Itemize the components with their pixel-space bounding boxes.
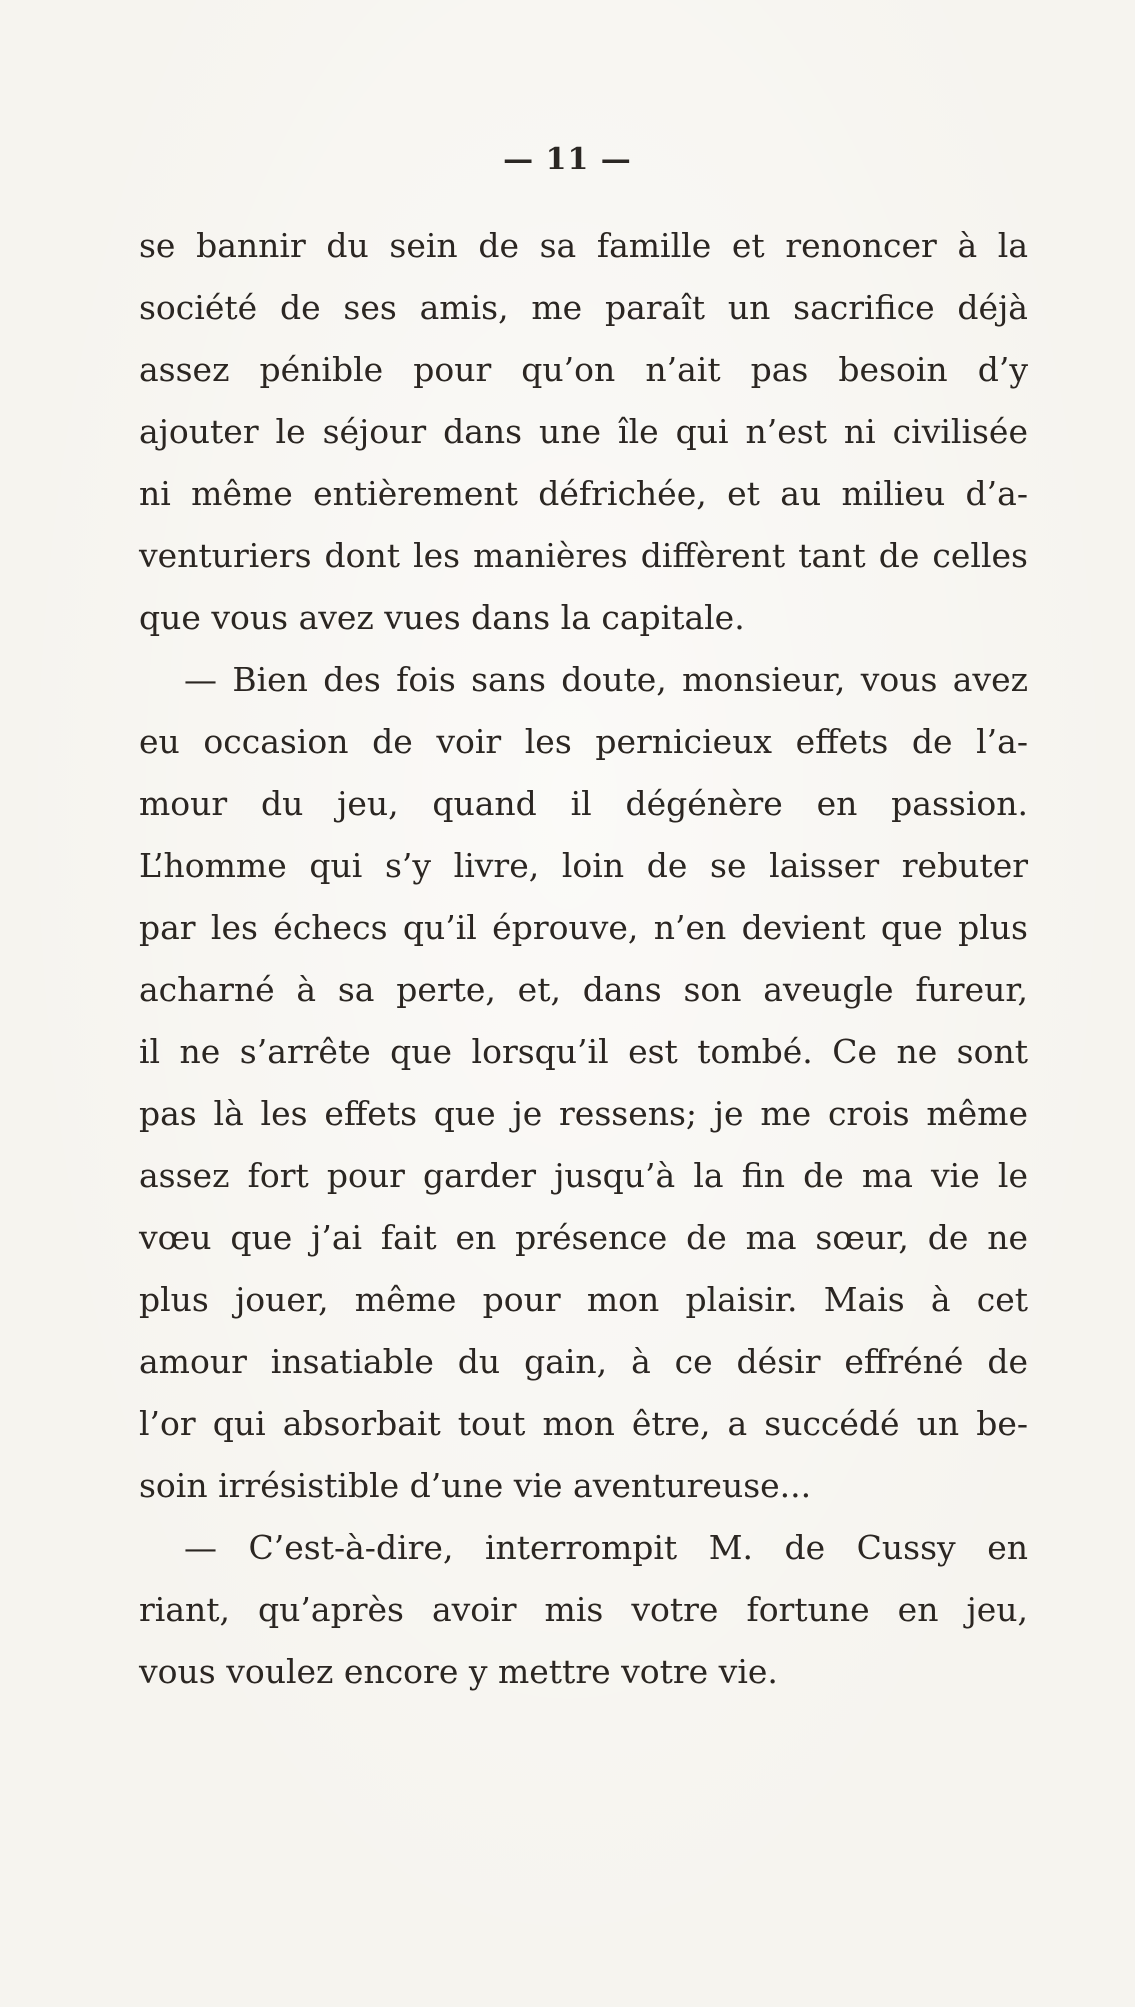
text-line: eu occasion de voir les pernicieux effets de l’a- [139, 722, 1028, 761]
text-line: soin irrésistible d’une vie aventureuse... [139, 1466, 812, 1505]
text-line: riant, qu’après avoir mis votre fortune en jeu, [139, 1590, 1028, 1629]
text-line: ajouter le séjour dans une île qui n’est ni civilisée [139, 412, 1028, 451]
text-line: L’homme qui s’y livre, loin de se laisser rebuter [139, 846, 1028, 885]
page-number: — 11 — [503, 142, 632, 177]
text-line: pas là les effets que je ressens; je me crois même [139, 1094, 1028, 1133]
text-line: se bannir du sein de sa famille et renoncer à la [139, 226, 1028, 265]
text-line: vœu que j’ai fait en présence de ma sœur, de ne [139, 1218, 1028, 1257]
text-line: — Bien des fois sans doute, monsieur, vous avez [184, 660, 1028, 699]
text-line: par les échecs qu’il éprouve, n’en devient que plus [139, 908, 1028, 947]
text-line: ni même entièrement défrichée, et au milieu d’a- [139, 474, 1028, 513]
text-line: — C’est-à-dire, interrompit M. de Cussy en [184, 1528, 1028, 1567]
body-text [139, 215, 1028, 1703]
text-line: amour insatiable du gain, à ce désir effréné de [139, 1342, 1028, 1381]
text-line: venturiers dont les manières diffèrent tant de celles [139, 536, 1028, 575]
text-line: plus jouer, même pour mon plaisir. Mais à cet [139, 1280, 1028, 1319]
text-line: assez pénible pour qu’on n’ait pas besoin d’y [139, 350, 1028, 389]
text-line: l’or qui absorbait tout mon être, a succédé un be- [139, 1404, 1028, 1443]
text-line: vous voulez encore y mettre votre vie. [139, 1652, 778, 1691]
text-line: que vous avez vues dans la capitale. [139, 598, 745, 637]
text-line: acharné à sa perte, et, dans son aveugle fureur, [139, 970, 1028, 1009]
text-line: assez fort pour garder jusqu’à la fin de ma vie le [139, 1156, 1028, 1195]
text-line: société de ses amis, me paraît un sacrifice déjà [139, 288, 1028, 327]
text-line: mour du jeu, quand il dégénère en passion. [139, 784, 1028, 823]
text-line: il ne s’arrête que lorsqu’il est tombé. Ce ne sont [139, 1032, 1028, 1071]
